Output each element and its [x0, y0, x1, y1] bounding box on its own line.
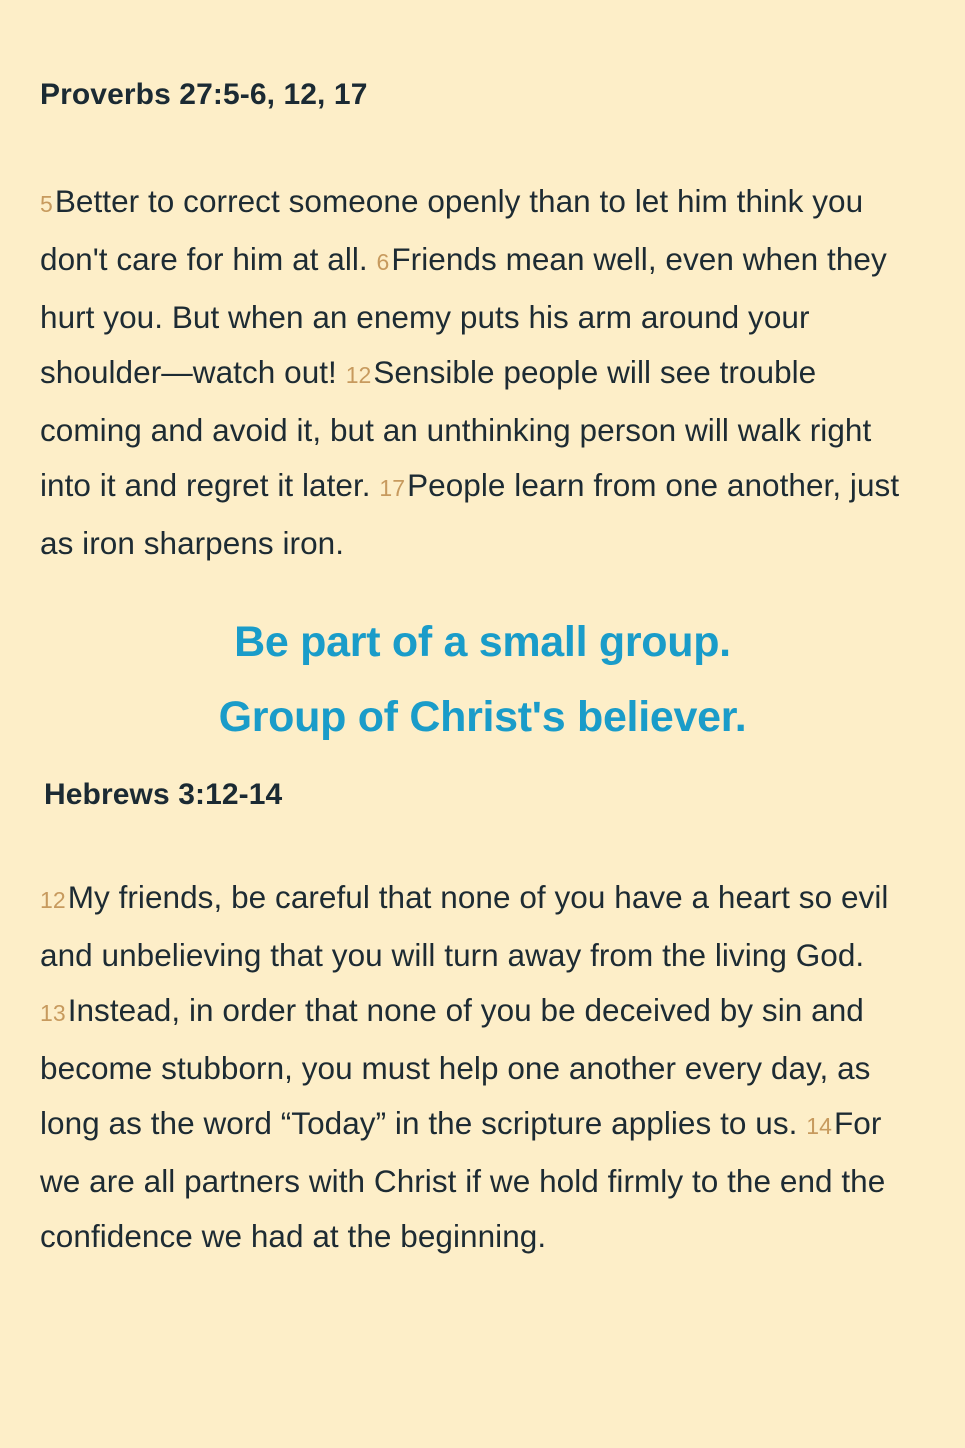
- verse-text: People learn from one another, just as iron sharpens iron.: [40, 467, 900, 561]
- verse-number: 14: [806, 1112, 832, 1139]
- callout-message: [40, 605, 925, 756]
- verse-text: Better to correct someone openly than to let him think you don't care for him at all.: [40, 183, 864, 277]
- first-passage-reference: Proverbs 27:5-6, 12, 17: [40, 78, 368, 111]
- callout-line-2: Group of Christ's believer.: [218, 693, 747, 742]
- verse-text: For we are all partners with Christ if we hold firmly to the end the confidence we had at the beginning.: [40, 1104, 886, 1254]
- second-passage-reference: Hebrews 3:12-14: [44, 777, 283, 811]
- verse-text: Instead, in order that none of you be deceived by sin and become stubborn, you must help one another every day, as long as the word “Today” in the scripture applies to us.: [40, 991, 871, 1141]
- verse-number: 17: [379, 475, 406, 501]
- verse-number: 13: [40, 999, 66, 1026]
- second-passage-text: [40, 870, 925, 1264]
- verse-text: Friends mean well, even when they hurt you. But when an enemy puts his arm around your shoulder—watch out!: [40, 241, 887, 390]
- verse-number: 5: [40, 191, 53, 217]
- first-passage-text: [40, 174, 925, 571]
- callout-line-1: Be part of a small group.: [234, 618, 731, 666]
- verse-text: My friends, be careful that none of you have a heart so evil and unbelieving that you will turn away from the living God.: [40, 878, 889, 973]
- verse-number: 6: [376, 249, 390, 275]
- verse-number: 12: [40, 886, 66, 913]
- verse-number: 12: [345, 362, 372, 388]
- verse-text: Sensible people will see trouble coming and avoid it, but an unthinking person will walk right into it and regret it later.: [40, 354, 872, 503]
